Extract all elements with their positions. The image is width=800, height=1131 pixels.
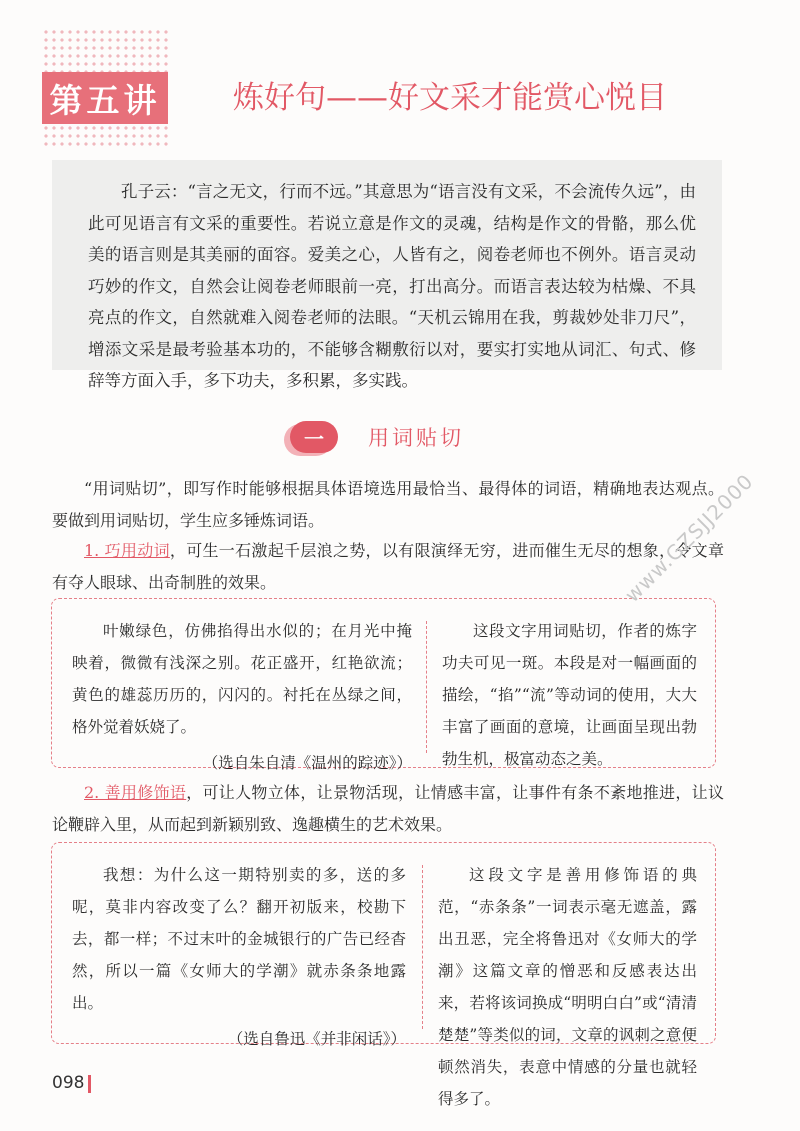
example-1-source: （选自朱自清《温州的踪迹》） [202,754,412,772]
section-heading [290,420,550,454]
example-2-text: 我想：为什么这一期特别卖的多，送的多呢，莫非内容改变了么？翻开初版来，校勘下去，都一样；不过末叶的金城银行的广告已经杳然，所以一篇《女师大的学潮》就赤条条地露出。 [72,866,406,1012]
intro-box [52,160,722,390]
example-1-divider [426,621,427,753]
example-2-comment-box [438,859,697,1115]
example-2-comment: 这段文字是善用修饰语的典范，“赤条条”一词表示毫无遮盖，露出丑恶，完全将鲁迅对《女师大的学潮》这篇文章的憎恶和反感表达出来，若将该词换成“明明白白”或“清清楚楚”等类似的词，文章的讽刺之意便顿然消失，表意中情感的分量也就轻得多了。 [438,866,697,1108]
example-2-source: （选自鲁迅《并非闲话》） [227,1030,406,1048]
example-2-quote [72,859,406,1055]
title-dots-top [42,28,168,72]
lecture-label: 第五讲 [42,72,168,124]
example-1-comment-box [442,615,697,775]
example-1-comment: 这段文字用词贴切，作者的炼字功夫可见一斑。本段是对一幅画面的描绘，“掐”“流”等动词的使用，大大丰富了画面的意境，让画面呈现出勃勃生机，极富动态之美。 [442,622,697,768]
point-1-text: ，可生一石激起千层浪之势，以有限演绎无穷，进而催生无尽的想象，令文章有夺人眼球、出奇制胜的效果。 [52,541,724,592]
intro-text: 孔子云：“言之无文，行而不远。”其意思为“语言没有文采，不会流传久远”，由此可见语言有文采的重要性。若说立意是作文的灵魂，结构是作文的骨骼，那么优美的语言则是其美丽的面容。爱美之心，人皆有之，阅卷老师也不例外。语言灵动巧妙的作文，自然会让阅卷老师眼前一亮，打出高分。而语言表达较为枯燥、不具亮点的作文，自然就难入阅卷老师的法眼。“天机云锦用在我，剪裁妙处非刀尺”，增添文采是最考验基本功的，不能够含糊敷衍以对，要实打实地从词汇、句式、修辞等方面入手，多下功夫，多积累，多实践。 [88,182,696,390]
point-2-text: ，可让人物立体，让景物活现，让情感丰富，让事件有条不紊地推进，让议论鞭辟入里，从而起到新颖别致、逸趣横生的艺术效果。 [52,783,724,834]
example-2-divider [422,865,423,1029]
point-2-label: 2. 善用修饰语 [84,783,187,802]
page-number: 098 [52,1073,85,1093]
example-1-box [51,598,716,772]
watermark: www.GZSJJ2000 [620,468,759,607]
section-description: “用词贴切”，即写作时能够根据具体语境选用最恰当、最得体的词语，精确地表达观点。要做到用词贴切，学生应多锤炼词语。 [52,479,724,530]
point-2 [52,777,724,840]
point-1-label: 1. 巧用动词 [84,541,170,560]
section-title: 用词贴切 [368,426,464,450]
example-1-text: 叶嫩绿色，仿佛掐得出水似的；在月光中掩映着，微微有浅深之别。花正盛开，红艳欲流；黄色的雄蕊历历的，闪闪的。衬托在丛绿之间，格外觉着妖娆了。 [72,622,412,736]
page-title: 炼好句——好文采才能赏心悦目 [233,80,667,116]
section-number-badge: 一 [290,421,338,453]
title-dots-bottom [42,124,168,146]
page-number-bar [88,1075,91,1093]
example-1-quote [72,615,412,779]
